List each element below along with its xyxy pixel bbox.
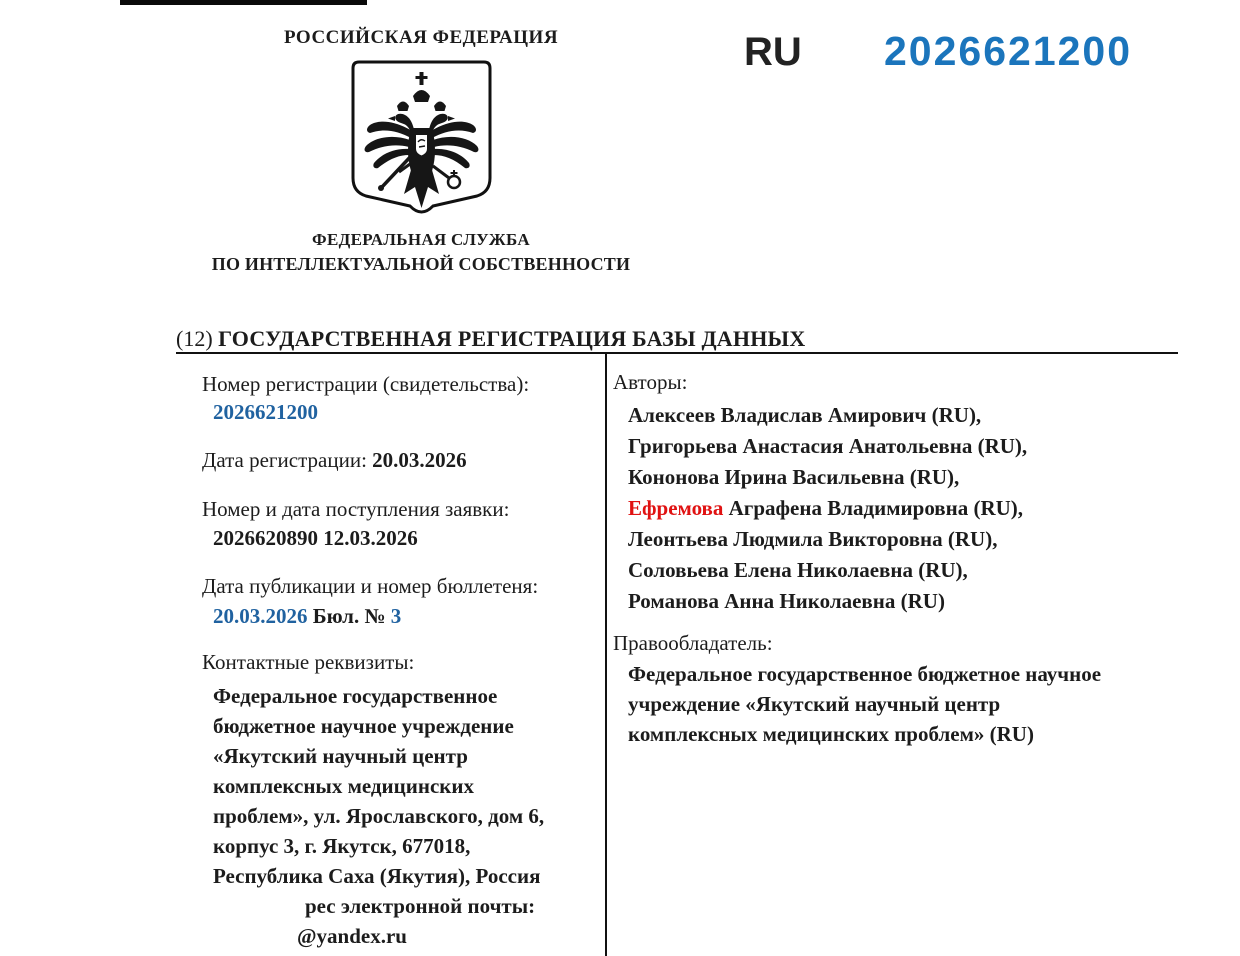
contact-address-line: бюджетное научное учреждение bbox=[213, 714, 514, 738]
bulletin-number[interactable]: 3 bbox=[390, 604, 402, 628]
author-item bbox=[628, 555, 1188, 586]
country-code: RU bbox=[744, 30, 802, 74]
coat-of-arms-icon bbox=[171, 58, 671, 221]
rightsholder-line: Федеральное государственное бюджетное научное bbox=[628, 662, 1102, 686]
registration-number-label: Номер регистрации (свидетельства): bbox=[202, 372, 530, 396]
author-name-highlight: Ефремова bbox=[628, 496, 724, 520]
application-label: Номер и дата поступления заявки: bbox=[202, 497, 510, 521]
publication-value-line bbox=[213, 604, 401, 629]
country-title: РОССИЙСКАЯ ФЕДЕРАЦИЯ bbox=[283, 27, 559, 48]
office-name-line2: ПО ИНТЕЛЛЕКТУАЛЬНОЙ СОБСТВЕННОСТИ bbox=[211, 254, 631, 274]
document-kind-title bbox=[176, 326, 805, 352]
publication-label: Дата публикации и номер бюллетеня: bbox=[202, 574, 539, 598]
inid-code: (12) bbox=[176, 326, 213, 351]
contact-address-line: Федеральное государственное bbox=[213, 684, 498, 708]
author-name: Соловьева Елена Николаевна (RU), bbox=[628, 558, 968, 582]
publication-date-value[interactable]: 20.03.2026 bbox=[213, 604, 308, 628]
contact-address-line: «Якутский научный центр bbox=[213, 744, 468, 768]
contact-address-block bbox=[213, 681, 605, 951]
contact-address-line: Республика Саха (Якутия), Россия bbox=[213, 864, 541, 888]
author-item bbox=[628, 493, 1188, 524]
email-label-partial: рес электронной почты: bbox=[305, 894, 536, 918]
registration-date-label: Дата регистрации: bbox=[202, 448, 367, 472]
rightsholder-label: Правообладатель: bbox=[613, 631, 773, 655]
rightsholder-line: учреждение «Якутский научный центр bbox=[628, 692, 1001, 716]
author-name: Григорьева Анастасия Анатольевна (RU), bbox=[628, 434, 1028, 458]
column-divider bbox=[605, 352, 607, 956]
horizontal-divider bbox=[176, 352, 1178, 354]
application-value: 2026620890 12.03.2026 bbox=[213, 526, 418, 550]
author-item bbox=[628, 400, 1188, 431]
author-name: Кононова Ирина Васильевна (RU), bbox=[628, 465, 960, 489]
registration-number-value[interactable]: 2026621200 bbox=[213, 400, 318, 424]
authors-label: Авторы: bbox=[613, 370, 688, 394]
email-value-partial: @yandex.ru bbox=[297, 924, 407, 948]
author-name: Аграфена Владимировна (RU), bbox=[728, 496, 1024, 520]
authors-list bbox=[628, 400, 1188, 617]
author-item bbox=[628, 586, 1188, 617]
rightsholder-line: комплексных медицинских проблем» (RU) bbox=[628, 722, 1034, 746]
contacts-label: Контактные реквизиты: bbox=[202, 650, 415, 674]
author-item bbox=[628, 462, 1188, 493]
author-item bbox=[628, 431, 1188, 462]
contact-address-line: корпус 3, г. Якутск, 677018, bbox=[213, 834, 471, 858]
author-name: Леонтьева Людмила Викторовна (RU), bbox=[628, 527, 998, 551]
contact-address-line: комплексных медицинских bbox=[213, 774, 474, 798]
office-name-line1: ФЕДЕРАЛЬНАЯ СЛУЖБА bbox=[312, 230, 530, 249]
contact-address-line: проблем», ул. Ярославского, дом 6, bbox=[213, 804, 545, 828]
document-kind-text: ГОСУДАРСТВЕННАЯ РЕГИСТРАЦИЯ БАЗЫ ДАННЫХ bbox=[218, 326, 806, 351]
author-name: Алексеев Владислав Амирович (RU), bbox=[628, 403, 982, 427]
registration-date-value: 20.03.2026 bbox=[372, 448, 467, 472]
header-center bbox=[171, 0, 671, 275]
author-item bbox=[628, 524, 1188, 555]
rightsholder-block bbox=[628, 659, 1180, 749]
bulletin-label: Бюл. № bbox=[312, 604, 386, 628]
author-name: Романова Анна Николаевна (RU) bbox=[628, 589, 945, 613]
registration-number-header[interactable]: 2026621200 bbox=[884, 28, 1133, 74]
registration-date-line bbox=[202, 448, 467, 473]
